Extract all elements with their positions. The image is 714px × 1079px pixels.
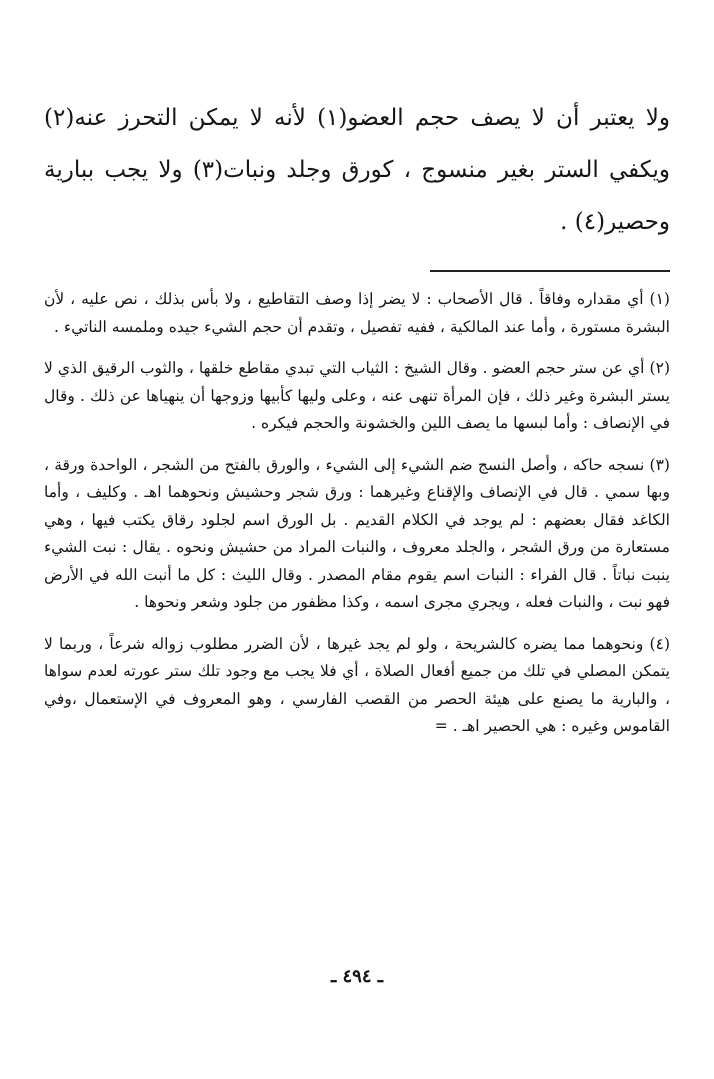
footnote-text: ونحوهما مما يضره كالشريحة ، ولو لم يجد غيرها ، لأن الضرر مطلوب زواله شرعاً ، وربما لا يتمكن المصلي في تلك من جميع أفعال الصلاة ، أي فلا يجب مع وجود تلك ستر عورته لعدم سواها ، والبارية ما يصنع على هيئة الحصر من القصب الفارسي ، وهو المعروف في الإستعمال ،وفي القاموس وغيره : هي الحصير اهـ . = bbox=[44, 634, 670, 735]
footnote-divider bbox=[430, 270, 670, 272]
page-number: ـ ٤٩٤ ـ bbox=[330, 966, 384, 987]
footnote-text: أي عن ستر حجم العضو . وقال الشيخ : الثياب التي تبدي مقاطع خلقها ، والثوب الرقيق الذي لا يستر البشرة وغير ذلك ، فإن المرأة تنهى عنه ، وعلى وليها كأبيها وزوجها أن ينهياها عن ذلك . وقال في الإنصاف : وأما لبسها ما يصف اللين والخشونة والحجم فيكره . bbox=[44, 359, 670, 432]
footnote-marker: (٣) bbox=[649, 455, 670, 474]
footnote-1 bbox=[44, 286, 670, 341]
footnote-2 bbox=[44, 355, 670, 438]
footnote-text: أي مقداره وفاقاً . قال الأصحاب : لا يضر إذا وصف التقاطيع ، ولا بأس بذلك ، نص عليه ، لأن البشرة مستورة ، وأما عند المالكية ، ففيه تفصيل ، وتقدم أن حجم الشيء جيده وملمسه الناتيء . bbox=[44, 290, 670, 336]
main-text: ولا يعتبر أن لا يصف حجم العضو(١) لأنه لا يمكن التحرز عنه(٢) ويكفي الستر بغير منسوج ، كورق وجلد ونبات(٣) ولا يجب ببارية وحصير(٤) . bbox=[44, 105, 670, 235]
book-page bbox=[44, 92, 670, 1039]
footnote-4 bbox=[44, 631, 670, 741]
footnote-marker: (٢) bbox=[649, 359, 670, 377]
footnote-marker: (١) bbox=[649, 290, 670, 308]
footnote-marker: (٤) bbox=[649, 634, 670, 653]
footnote-text: نسجه حاكه ، وأصل النسج ضم الشيء إلى الشيء ، والورق بالفتح من الشجر ، الواحدة ورقة ، وبها سمي . قال في الإنصاف والإقناع وغيرهما : ورق شجر وحشيش ونحوهما اهـ . وكليف ، وأما الكاغد فقال بعضهم : لم يوجد في الكلام القديم . بل الورق اسم لجلود رقاق يكتب فيها ، وهي مستعارة من ورق الشجر ، والجلد معروف ، والنبات المراد من حشيش ونحوه . يقال : نبت الشيء ينبت نباتاً . قال الفراء : النبات اسم يقوم مقام المصدر . وقال الليث : كل ما أنبت الله في الأرض فهو نبت ، والنبات فعله ، ويجري مجرى اسمه ، وكذا مظفور من جلود وشعر ونحوها . bbox=[44, 455, 670, 611]
footnote-3 bbox=[44, 452, 670, 617]
footnotes bbox=[44, 286, 670, 741]
